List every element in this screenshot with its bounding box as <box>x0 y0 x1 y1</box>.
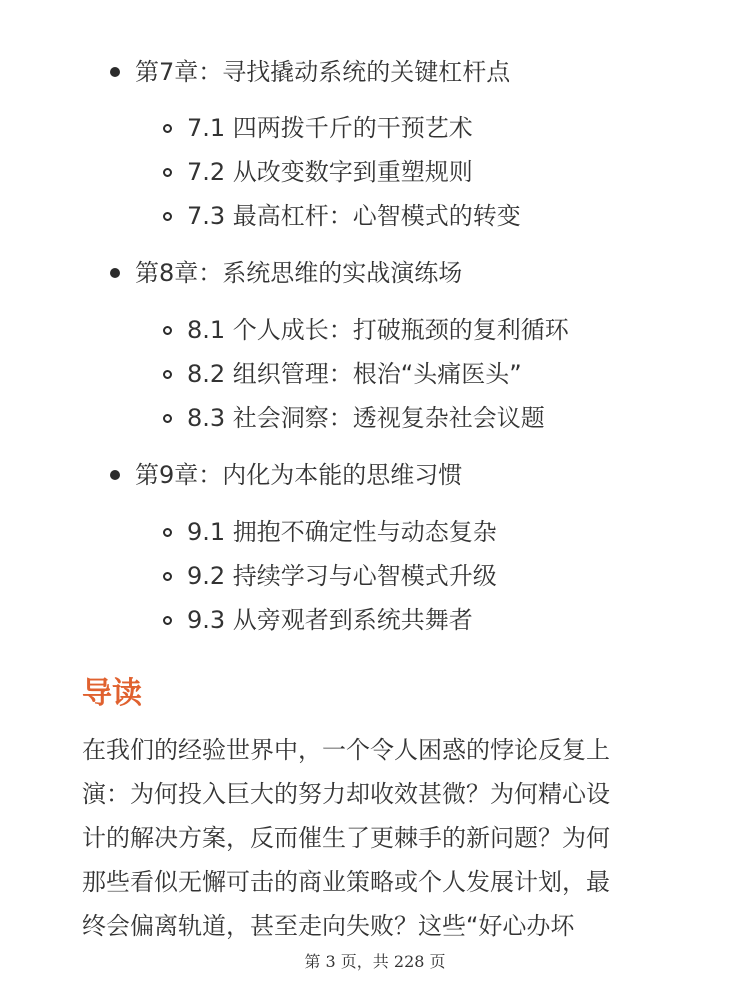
section-title: 7.3 最高杠杆：心智模式的转变 <box>187 202 521 230</box>
page-number-footer: 第 3 页，共 228 页 <box>304 952 446 971</box>
toc-section-7-3 <box>163 196 521 236</box>
bullet-circle-icon <box>163 124 172 133</box>
toc-section-9-1 <box>163 512 497 552</box>
toc-section-9-2 <box>163 556 497 596</box>
toc-section-8-2 <box>163 354 522 394</box>
toc-chapter-7 <box>110 52 510 92</box>
bullet-circle-icon <box>163 528 172 537</box>
section-title: 7.1 四两拨千斤的干预艺术 <box>187 114 473 142</box>
toc-chapter-9 <box>110 455 462 495</box>
chapter-title: 第7章：寻找撬动系统的关键杠杆点 <box>135 58 511 86</box>
intro-paragraph-line: 演：为何投入巨大的努力却收效甚微？为何精心设 <box>82 780 610 808</box>
bullet-disc-icon <box>110 268 120 278</box>
section-title: 9.3 从旁观者到系统共舞者 <box>187 606 473 634</box>
section-title: 8.1 个人成长：打破瓶颈的复利循环 <box>187 316 569 344</box>
intro-paragraph-line: 计的解决方案，反而催生了更棘手的新问题？为何 <box>82 824 610 852</box>
toc-section-8-1 <box>163 310 569 350</box>
intro-paragraph-line: 终会偏离轨道，甚至走向失败？这些“好心办坏 <box>82 912 575 940</box>
intro-heading: 导读 <box>82 676 142 711</box>
bullet-disc-icon <box>110 470 120 480</box>
bullet-circle-icon <box>163 616 172 625</box>
section-title: 7.2 从改变数字到重塑规则 <box>187 158 473 186</box>
toc-section-9-3 <box>163 600 473 640</box>
bullet-circle-icon <box>163 168 172 177</box>
bullet-circle-icon <box>163 212 172 221</box>
section-title: 8.2 组织管理：根治“头痛医头” <box>187 360 522 388</box>
intro-paragraph-line: 那些看似无懈可击的商业策略或个人发展计划，最 <box>82 868 610 896</box>
chapter-title: 第8章：系统思维的实战演练场 <box>135 259 463 287</box>
bullet-circle-icon <box>163 326 172 335</box>
bullet-circle-icon <box>163 370 172 379</box>
toc-section-8-3 <box>163 398 545 438</box>
toc-section-7-1 <box>163 108 473 148</box>
toc-section-7-2 <box>163 152 473 192</box>
bullet-circle-icon <box>163 414 172 423</box>
toc-chapter-8 <box>110 253 462 293</box>
bullet-circle-icon <box>163 572 172 581</box>
section-title: 9.2 持续学习与心智模式升级 <box>187 562 497 590</box>
intro-paragraph-line: 在我们的经验世界中，一个令人困惑的悖论反复上 <box>82 736 610 764</box>
chapter-title: 第9章：内化为本能的思维习惯 <box>135 461 463 489</box>
bullet-disc-icon <box>110 67 120 77</box>
section-title: 8.3 社会洞察：透视复杂社会议题 <box>187 404 545 432</box>
section-title: 9.1 拥抱不确定性与动态复杂 <box>187 518 497 546</box>
